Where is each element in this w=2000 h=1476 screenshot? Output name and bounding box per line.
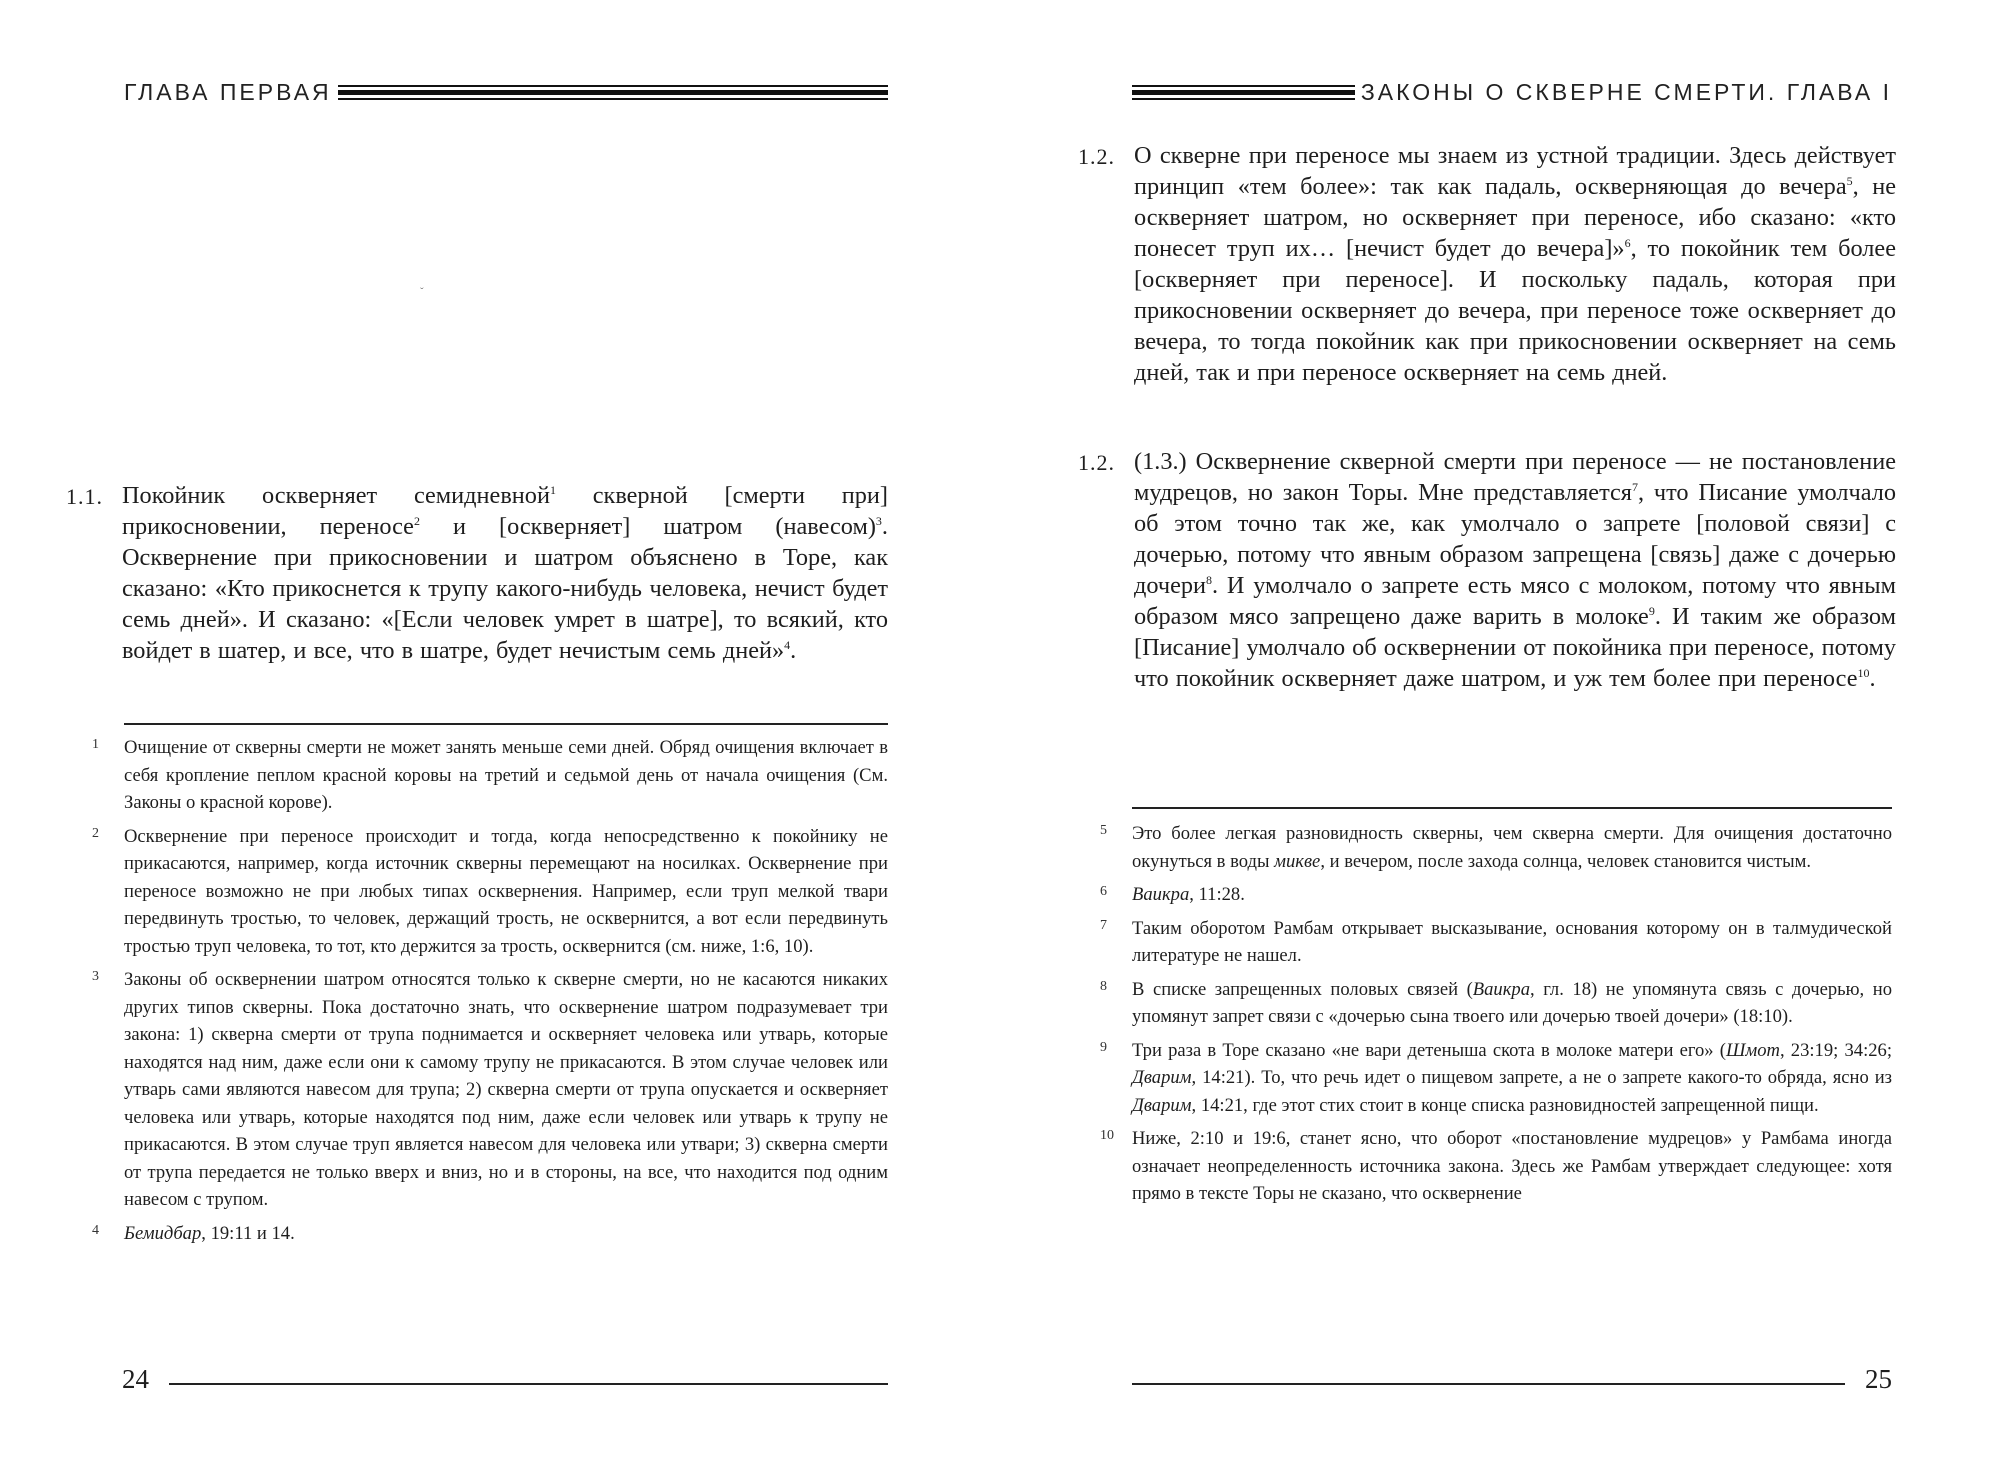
footnotes-right — [1088, 820, 1892, 1214]
footnote-number: 3 — [92, 969, 99, 984]
footnote-text: Ниже, 2:10 и 19:6, станет ясно, что оборот «постановление мудрецов» у Рамбама иногда означает неопределенность источника закона. Здесь же Рамбам утверждает следующее: хотя прямо в тексте Торы не сказано, что осквернение — [1132, 1128, 1892, 1204]
footnote-ref: 4 — [784, 638, 791, 652]
chapter-title: ЗАКОНЫ О СКВЕРНЕ СМЕРТИ. ГЛАВА I — [1360, 78, 1892, 105]
footnote-divider — [124, 723, 888, 725]
footnote-text: В списке запрещенных половых связей (Ваикра, гл. 18) не упомянута связь с дочерью, но упомянут запрет связи с «дочерью сына твоего или дочерью твоей дочери» (18:10). — [1132, 978, 1892, 1027]
footnote-ref: 1 — [549, 483, 556, 497]
page-footer-left — [122, 1362, 888, 1396]
footnote-number: 2 — [92, 825, 99, 841]
footnote — [80, 1220, 888, 1248]
section-1-1 — [66, 480, 888, 666]
section-number: 1.2. — [1078, 144, 1115, 169]
footnote — [1088, 881, 1892, 909]
section-number: 1.1. — [66, 484, 103, 509]
footnote-ref: 3 — [875, 514, 882, 528]
footnote-number: 10 — [1100, 1128, 1114, 1143]
print-speck: ˇ — [420, 286, 424, 298]
footnote-number: 6 — [1100, 884, 1107, 899]
footnote-text: Бемидбар, 19:11 и 14. — [124, 1222, 295, 1244]
footer-rule — [169, 1383, 888, 1385]
footnote — [80, 966, 888, 1214]
section-number: 1.2. — [1078, 450, 1115, 475]
footnote-number: 1 — [92, 737, 99, 752]
section-1-2 — [1078, 140, 1896, 388]
running-header-left — [124, 72, 888, 112]
footnote-text: Это более легкая разновидность скверны, чем скверна смерти. Для очищения достаточно окунуться в воды микве, и вечером, после захода солнца, человек становится чистым. — [1132, 823, 1892, 872]
footnote-number: 7 — [1100, 917, 1107, 933]
section-text: (1.3.) Осквернение скверной смерти при переносе — не постановление мудрецов, но закон Торы. Мне представляется$^7$, что Писание умолчало об этом точно так же, как умолчало о запрете [половой связи] с дочерью, потому что явным образом запрещена [связь] даже с дочерью дочери$^8$. И умолчало о запрете есть мясо с молоком, потому что явным образом мясо запрещено даже варить в молоке$^9$. И таким же образом [Писание] умолчало об осквернении от покойника при переносе, потому что покойник оскверняет даже шатром, и уж тем более при переносе$^{10}$. — [1134, 448, 1896, 692]
footnote — [1088, 820, 1892, 875]
footnote-ref: 8 — [1206, 573, 1213, 587]
footnote-divider — [1132, 807, 1892, 809]
footnote-ref: 9 — [1648, 604, 1655, 618]
footnote-text: Очищение от скверны смерти не может занять меньше семи дней. Обряд очищения включает в себя кропление пеплом красной коровы на третий и седьмой день от начала очищения (См. Законы о красной корове). — [124, 737, 888, 813]
section-1-3 — [1078, 446, 1896, 694]
footnote — [1088, 976, 1892, 1031]
footnote-text: Три раза в Торе сказано «не вари детеныша скота в молоке матери его» (Шмот, 23:19; 34:26; Дварим, 14:21). То, что речь идет о пищевом запрете, а не о запрете какого-то обряда, ясно из Дварим, 14:21, где этот стих стоит в конце списка разновидностей запрещенной пищи. — [1132, 1039, 1893, 1116]
footnote-text: Таким оборотом Рамбам открывает высказывание, основания которому он в талмудической литературе не нашел. — [1132, 917, 1892, 966]
page-footer-right — [1132, 1362, 1892, 1396]
footer-rule — [1132, 1383, 1845, 1385]
footnote-text: Законы об осквернении шатром относятся только к скверне смерти, но не касаются никаких других типов скверны. Пока достаточно знать, что осквернение шатром подразумевает три закона: 1) скверна смерти от трупа поднимается и оскверняет человека или утварь, которые находятся над ним, даже если они к самому трупу не прикасаются. В этом случае человек или утварь сами являются навесом для трупа; 2) скверна смерти от трупа опускается и оскверняет человека или утварь, которые находятся под ним, даже если человек или утварь к трупу не прикасаются. В этом случае труп является навесом для человека или утвари; 3) скверна смерти от трупа передается не только вверх и вниз, но и в стороны, на все, что находится под одним навесом с трупом. — [124, 969, 888, 1210]
footnote-text: Осквернение при переносе происходит и тогда, когда непосредственно к покойнику не прикасаются, например, когда источник скверны перемещают на носилках. Осквернение при переносе возможно не при любых типах осквернения. Например, если труп мелкой твари передвинуть тростью, то человек, держащий трость, не осквернится, а вот если передвинуть тростью труп человека, то тот, кто держится за трость, осквернится (см. ниже, 1:6, 10). — [124, 825, 888, 957]
footnote-ref: 10 — [1857, 666, 1870, 680]
footnote-number: 5 — [1100, 823, 1107, 838]
header-rule — [338, 85, 888, 100]
footnote — [1088, 915, 1892, 970]
footnote — [80, 734, 888, 817]
header-rule — [1132, 85, 1355, 100]
section-text: О скверне при переносе мы знаем из устной традиции. Здесь действует принцип «тем более»: так как падаль, оскверняющая до вечера$^5$, не оскверняет шатром, но оскверняет при переносе, ибо сказано: «кто понесет труп их… [нечист будет до вечера]»$^6$, то покойник тем более [оскверняет при переносе]. И поскольку падаль, которая при прикосновении оскверняет до вечера, при переносе тоже оскверняет до вечера, то тогда покойник как при прикосновении оскверняет на семь дней, так и при переносе оскверняет на семь дней. — [1134, 142, 1896, 386]
footnote-text: Ваикра, 11:28. — [1132, 884, 1245, 905]
page-number: 24 — [122, 1363, 149, 1394]
footnote-ref: 6 — [1624, 236, 1631, 250]
footnote — [80, 823, 888, 961]
running-header-right — [1132, 72, 1892, 112]
footnote-number: 4 — [92, 1222, 99, 1238]
footnote-number: 9 — [1100, 1039, 1107, 1055]
footnote — [1088, 1037, 1892, 1120]
footnote-number: 8 — [1100, 978, 1107, 994]
footnotes-left — [80, 734, 888, 1253]
footnote-ref: 7 — [1631, 480, 1638, 494]
footnote-ref: 2 — [413, 514, 420, 528]
footnote-ref: 5 — [1846, 174, 1853, 188]
page-number: 25 — [1865, 1363, 1892, 1394]
right-page — [1000, 0, 2000, 1476]
chapter-title: ГЛАВА ПЕРВАЯ — [124, 78, 332, 105]
footnote — [1088, 1125, 1892, 1208]
section-text: Покойник оскверняет семидневной$^1$ скверной [смерти при] прикосновении, переносе$^2$ и [оскверняет] шатром (навесом)$^3$. Осквернение при прикосновении и шатром объяснено в Торе, как сказано: «Кто прикоснется к трупу какого-нибудь человека, нечист будет семь дней». И сказано: «[Если человек умрет в шатре], то всякий, кто войдет в шатер, и все, что в шатре, будет нечистым семь дней»$^4$. — [122, 482, 888, 664]
